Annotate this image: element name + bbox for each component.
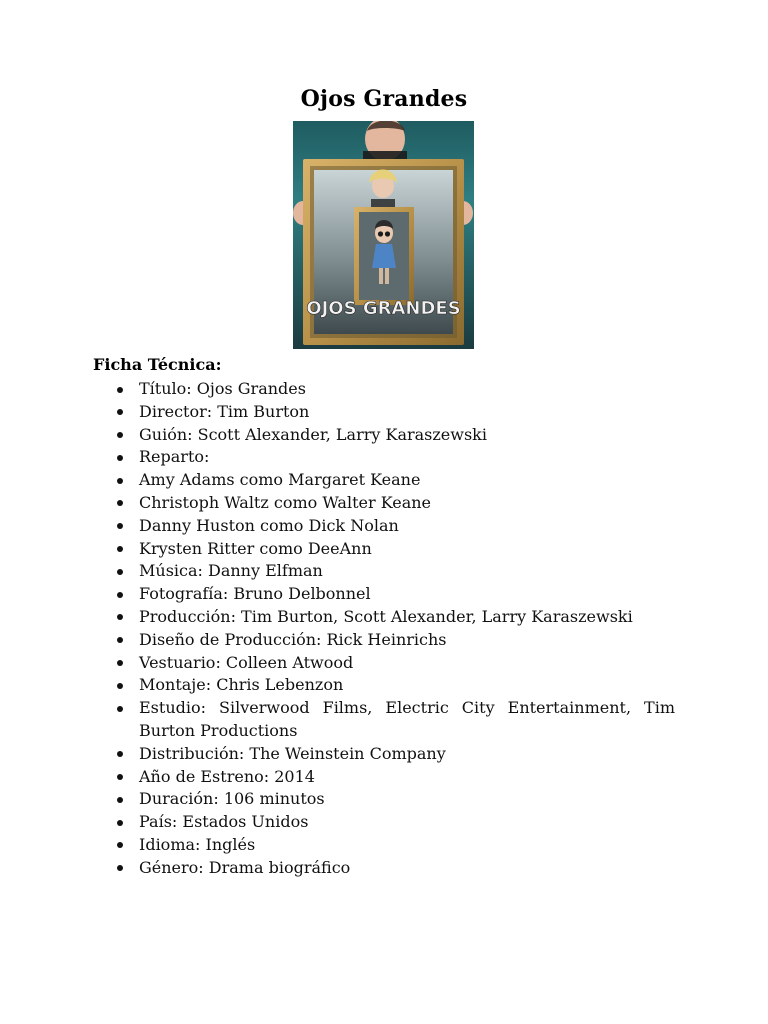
bullet-icon xyxy=(117,706,123,712)
list-item xyxy=(93,606,675,629)
bullet-icon xyxy=(117,387,123,393)
movie-poster xyxy=(293,121,474,349)
list-item-text: Año de Estreno: 2014 xyxy=(139,766,315,786)
list-item-text: País: Estados Unidos xyxy=(139,812,309,832)
bullet-icon xyxy=(117,637,123,643)
list-item-text: Título: Ojos Grandes xyxy=(139,379,306,398)
list-item xyxy=(93,629,675,652)
bullet-icon xyxy=(117,774,123,780)
list-item xyxy=(93,560,675,583)
list-item xyxy=(93,424,675,447)
list-item xyxy=(93,697,675,743)
list-item-text: Krysten Ritter como DeeAnn xyxy=(139,538,372,558)
list-item xyxy=(93,652,675,675)
list-item-text: Christoph Waltz como Walter Keane xyxy=(139,492,432,512)
list-item xyxy=(93,469,675,492)
list-item xyxy=(93,378,675,401)
list-item xyxy=(93,743,675,766)
list-item-text: Danny Huston como Dick Nolan xyxy=(139,515,399,535)
list-item-text: Reparto: xyxy=(139,447,210,467)
list-item-text: Fotografía: Bruno Delbonnel xyxy=(139,584,371,604)
list-item-text: Diseño de Producción: Rick Heinrichs xyxy=(139,629,447,649)
bullet-icon xyxy=(117,842,123,848)
list-item-text: Música: Danny Elfman xyxy=(139,561,323,581)
bullet-icon xyxy=(117,409,123,415)
list-item xyxy=(93,857,675,880)
list-item-text: Amy Adams como Margaret Keane xyxy=(139,470,421,490)
bullet-icon xyxy=(117,660,123,666)
list-item xyxy=(93,834,675,857)
poster-title-text: OJOS GRANDES xyxy=(306,298,461,319)
section-heading: Ficha Técnica: xyxy=(93,355,222,374)
list-item-text: Guión: Scott Alexander, Larry Karaszewski xyxy=(139,424,487,444)
bullet-icon xyxy=(117,592,123,598)
bullet-icon xyxy=(117,569,123,575)
list-item xyxy=(93,492,675,515)
bullet-icon xyxy=(117,546,123,552)
bullet-icon xyxy=(117,523,123,529)
list-item-text: Duración: 106 minutos xyxy=(139,789,325,809)
bullet-icon xyxy=(117,865,123,871)
list-item xyxy=(93,811,675,834)
bullet-icon xyxy=(117,614,123,620)
list-item-text: Producción: Tim Burton, Scott Alexander, Larry Karaszewski xyxy=(139,606,633,626)
list-item xyxy=(93,446,675,469)
bullet-icon xyxy=(117,432,123,438)
list-item-text: Idioma: Inglés xyxy=(139,834,256,854)
list-item xyxy=(93,674,675,697)
list-item-text: Montaje: Chris Lebenzon xyxy=(139,675,344,695)
list-item xyxy=(93,766,675,789)
list-item-text: Director: Tim Burton xyxy=(139,401,310,421)
list-item xyxy=(93,583,675,606)
bullet-icon xyxy=(117,820,123,826)
list-item-text: Género: Drama biográfico xyxy=(139,857,351,877)
bullet-icon xyxy=(117,751,123,757)
technical-sheet-list xyxy=(93,378,675,880)
bullet-icon xyxy=(117,455,123,461)
list-item-text: Distribución: The Weinstein Company xyxy=(139,743,446,763)
bullet-icon xyxy=(117,797,123,803)
document-title: Ojos Grandes xyxy=(300,86,468,112)
list-item xyxy=(93,788,675,811)
bullet-icon xyxy=(117,478,123,484)
list-item xyxy=(93,538,675,561)
list-item xyxy=(93,515,675,538)
list-item-text: Estudio: Silverwood Films, Electric City Entertainment, Tim Burton Productions xyxy=(139,698,675,740)
list-item xyxy=(93,401,675,424)
bullet-icon xyxy=(117,683,123,689)
list-item-text: Vestuario: Colleen Atwood xyxy=(139,652,354,672)
bullet-icon xyxy=(117,500,123,506)
